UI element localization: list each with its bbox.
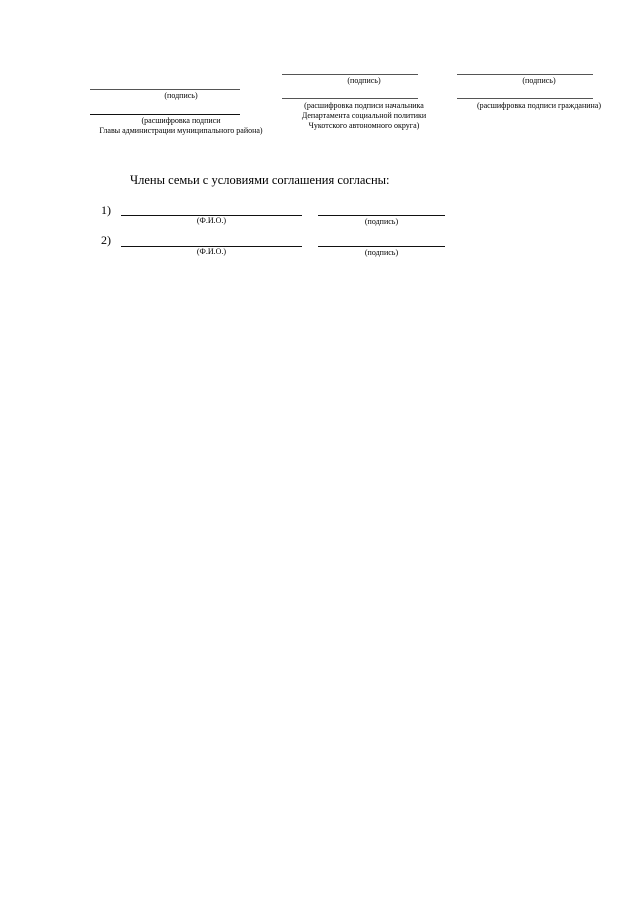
- family-member-name-caption: (Ф.И.О.): [196, 247, 227, 256]
- citizen-signature-caption: (подпись): [522, 76, 556, 85]
- family-member-signature-caption: (подпись): [364, 248, 399, 257]
- citizen-signature-line: [457, 74, 593, 75]
- department-head-signature-caption: (подпись): [347, 76, 381, 85]
- municipal-head-signature-line: [90, 89, 240, 90]
- family-member-number: 1): [101, 203, 111, 217]
- department-head-decoding-line: [282, 98, 418, 99]
- citizen-decoding-line: [457, 98, 593, 99]
- department-head-decoding-caption-1: (расшифровка подписи начальника: [304, 101, 424, 110]
- department-head-decoding-caption-3: Чукотского автономного округа): [308, 121, 420, 130]
- citizen-decoding-caption: (расшифровка подписи гражданина): [476, 101, 602, 110]
- municipal-head-decoding-line: [90, 114, 240, 115]
- family-member-number: 2): [101, 233, 111, 247]
- family-member-signature-line: [318, 215, 445, 216]
- municipal-head-decoding-caption-1: (расшифровка подписи: [141, 116, 221, 125]
- department-head-decoding-caption-2: Департамента социальной политики: [301, 111, 427, 120]
- family-member-signature-line: [318, 246, 445, 247]
- family-member-signature-caption: (подпись): [364, 217, 399, 226]
- municipal-head-signature-caption: (подпись): [164, 91, 198, 100]
- department-head-signature-line: [282, 74, 418, 75]
- family-members-heading: Члены семьи с условиями соглашения согласны:: [130, 173, 390, 187]
- municipal-head-decoding-caption-2: Главы администрации муниципального района): [99, 126, 263, 135]
- family-member-name-caption: (Ф.И.О.): [196, 216, 227, 225]
